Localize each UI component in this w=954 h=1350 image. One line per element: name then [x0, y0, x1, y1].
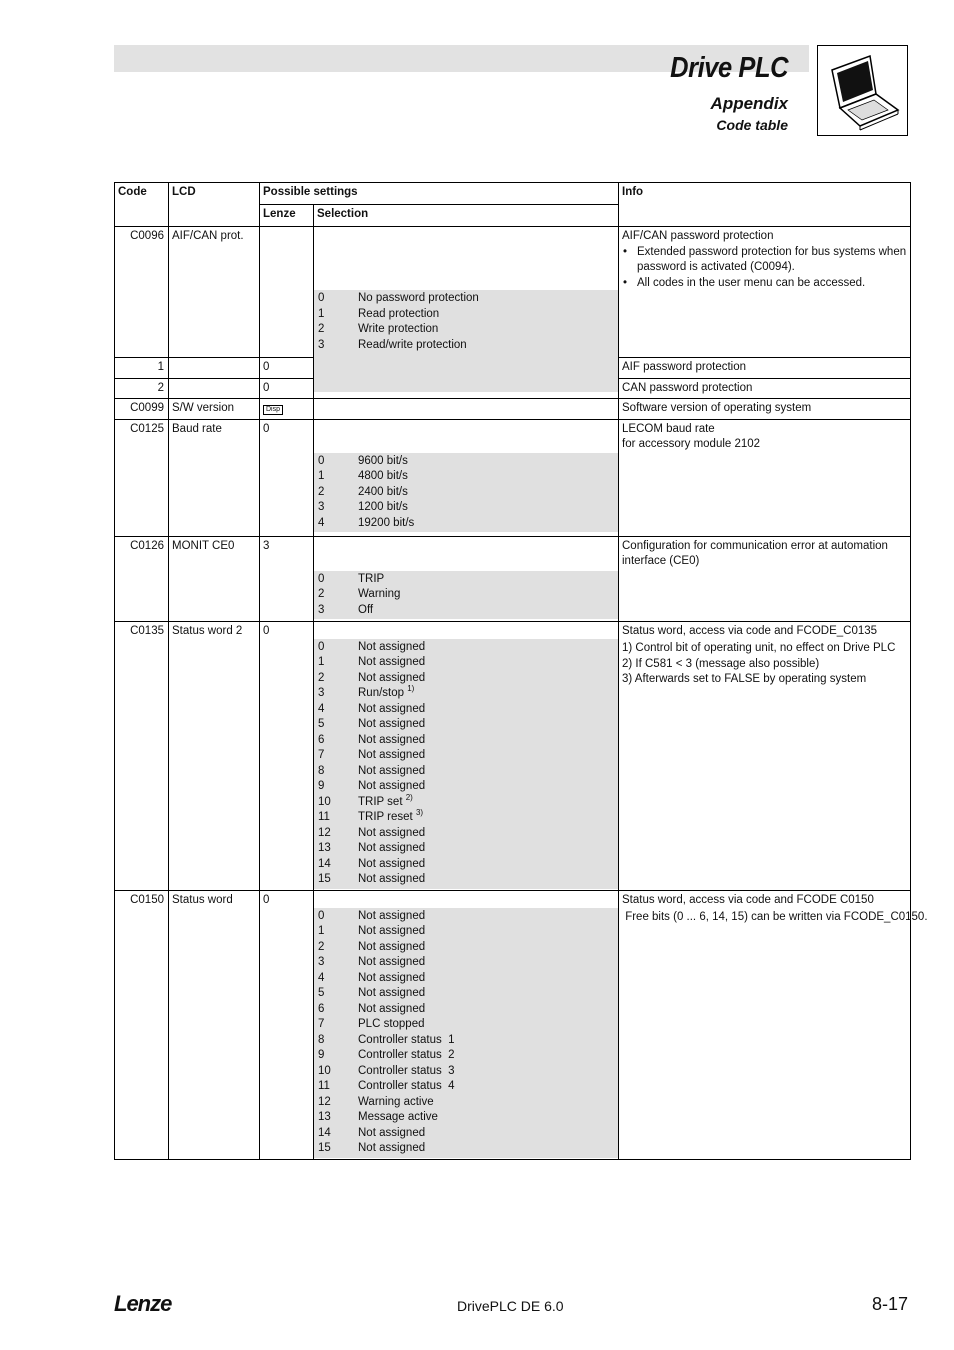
list-item: 3 Not assigned: [318, 956, 426, 968]
lenze-logo: Lenze: [114, 1291, 172, 1316]
col-header-possible-settings: Possible settings: [260, 183, 619, 205]
footnote-marker: 3): [415, 808, 424, 818]
code-cell: 2: [115, 378, 169, 399]
info-title: AIF/CAN password protection: [622, 230, 774, 242]
list-item: 4 19200 bit/s: [318, 516, 415, 529]
lenze-cell: 0: [260, 358, 314, 379]
info-title: Status word, access via code and FCODE C0150: [622, 893, 874, 906]
selection-list: [314, 639, 618, 889]
info-cell: AIF password protection: [619, 358, 911, 379]
col-header-lcd: LCD: [169, 183, 260, 227]
code-cell: 1: [115, 358, 169, 379]
info-cell: [619, 419, 911, 536]
col-header-lenze: Lenze: [260, 205, 314, 227]
code-cell: C0135: [115, 621, 169, 890]
list-item: 6 Not assigned: [318, 733, 426, 746]
list-item: 6 Not assigned: [318, 1002, 426, 1015]
page-subtitle: Appendix: [710, 94, 788, 113]
list-item: 9 Not assigned: [318, 780, 426, 792]
list-item: 0 Not assigned: [318, 909, 426, 922]
document-id: DrivePLC DE 6.0: [457, 1298, 564, 1314]
lenze-cell: [260, 399, 314, 420]
list-item: 2 Write protection: [318, 323, 439, 335]
lenze-cell: 0: [260, 621, 314, 890]
selection-list: [314, 571, 618, 620]
list-item: 3 Read/write protection: [318, 338, 467, 351]
list-item: 8 Not assigned: [318, 764, 426, 777]
list-item: 7 Not assigned: [318, 749, 426, 761]
list-item: 4 Not assigned: [318, 702, 426, 715]
lcd-cell: [169, 378, 260, 399]
list-item: 5 Not assigned: [318, 718, 426, 730]
selection-cell: [314, 419, 619, 536]
lenze-cell: 3: [260, 536, 314, 621]
code-cell: C0125: [115, 419, 169, 536]
list-item: 0 9600 bit/s: [318, 454, 408, 467]
info-line: LECOM baud rate: [622, 422, 715, 435]
info-line: for accessory module 2102: [622, 438, 761, 450]
list-item: 0 Not assigned: [318, 640, 426, 653]
list-item: 3 Off: [318, 603, 374, 616]
list-item: 0 No password protection: [318, 292, 479, 304]
list-item: 14 Not assigned: [318, 1126, 426, 1139]
list-item: 3 Run/stop $^{1)}$: [318, 684, 415, 699]
list-item: 8 Controller status 1: [318, 1033, 455, 1046]
code-cell: C0096: [115, 227, 169, 358]
page-title: Drive PLC: [669, 52, 788, 84]
laptop-icon: [817, 45, 908, 136]
list-item: • Extended password protection for bus systems when password is activated (C0094).: [622, 245, 907, 276]
lenze-cell: [260, 227, 314, 358]
selection-cell: [314, 399, 619, 420]
info-cell: CAN password protection: [619, 378, 911, 399]
list-item: 11 TRIP reset $^{3)}$: [318, 808, 424, 823]
lenze-cell: 0: [260, 419, 314, 536]
selection-cell: [314, 890, 619, 1159]
lenze-cell: 0: [260, 890, 314, 1159]
info-cell: [619, 890, 928, 1159]
col-header-info: Info: [619, 183, 911, 227]
lcd-cell: AIF/CAN prot.: [169, 227, 260, 358]
info-line: 2) If C581 < 3 (message also possible): [622, 657, 820, 670]
list-item: 1 Not assigned: [318, 925, 426, 937]
lcd-cell: [169, 358, 260, 379]
list-item: 2 Not assigned: [318, 940, 426, 953]
lcd-cell: Status word: [169, 890, 260, 1159]
list-item: 3 1200 bit/s: [318, 501, 408, 513]
code-cell: C0099: [115, 399, 169, 420]
list-item: 12 Warning active: [318, 1095, 434, 1108]
table-row-c0096: [115, 227, 911, 358]
selection-list: [314, 453, 618, 533]
list-item: 2 2400 bit/s: [318, 485, 408, 498]
code-cell: C0126: [115, 536, 169, 621]
lenze-cell: 0: [260, 378, 314, 399]
section-title: Code table: [716, 117, 788, 133]
table-row-c0150: [115, 890, 911, 1159]
page-number: 8-17: [871, 1294, 908, 1314]
list-item: • All codes in the user menu can be accessed.: [622, 276, 907, 292]
display-only-badge: Disp: [263, 405, 283, 415]
table-row-c0135: [115, 621, 911, 890]
col-header-selection: Selection: [314, 205, 619, 227]
selection-cell: [314, 536, 619, 621]
info-line: 1) Control bit of operating unit, no effect on Drive PLC: [622, 642, 896, 654]
list-item: 7 PLC stopped: [318, 1018, 425, 1030]
info-cell: Configuration for communication error at automation interface (CE0): [619, 536, 911, 621]
list-item: 1 4800 bit/s: [318, 470, 408, 482]
list-item: 14 Not assigned: [318, 857, 426, 870]
list-item: 1 Read protection: [318, 307, 440, 320]
code-cell: C0150: [115, 890, 169, 1159]
info-title: Status word, access via code and FCODE_C0135: [622, 624, 878, 637]
lcd-cell: S/W version: [169, 399, 260, 420]
col-header-code: Code: [115, 183, 169, 227]
list-item: 4 Not assigned: [318, 971, 426, 984]
lcd-cell: Status word 2: [169, 621, 260, 890]
list-item: 13 Not assigned: [318, 842, 426, 854]
info-bullets: [622, 245, 907, 292]
list-item: 11 Controller status 4: [318, 1080, 455, 1092]
selection-list: [314, 290, 618, 392]
selection-cell: [314, 621, 619, 890]
footnote-marker: 2): [405, 792, 413, 802]
list-item: 1 Not assigned: [318, 656, 426, 668]
list-item: 15 Not assigned: [318, 1142, 426, 1154]
table-row-c0126: [115, 536, 911, 621]
selection-cell: [314, 227, 619, 399]
code-table: [114, 182, 928, 1160]
list-item: 9 Controller status 2: [318, 1049, 455, 1061]
list-item: 13 Message active: [318, 1111, 438, 1123]
list-item: 2 Not assigned: [318, 671, 426, 684]
table-row-c0125: [115, 419, 911, 536]
info-line: Free bits (0 ... 6, 14, 15) can be written via FCODE_C0150.: [622, 911, 928, 923]
info-cell: Software version of operating system: [619, 399, 911, 420]
footnote-marker: 1): [407, 684, 415, 694]
list-item: 10 TRIP set $^{2)}$: [318, 792, 413, 808]
list-item: 12 Not assigned: [318, 826, 426, 839]
info-line: 3) Afterwards set to FALSE by operating system: [622, 673, 867, 685]
info-cell: [619, 227, 911, 358]
info-cell: [619, 621, 911, 890]
list-item: 2 Warning: [318, 588, 401, 600]
list-item: 15 Not assigned: [318, 873, 426, 885]
selection-list: [314, 908, 618, 1158]
list-item: 10 Controller status 3: [318, 1064, 455, 1077]
table-row-c0099: [115, 399, 911, 420]
lcd-cell: Baud rate: [169, 419, 260, 536]
list-item: 5 Not assigned: [318, 987, 426, 999]
list-item: 0 TRIP: [318, 572, 385, 585]
lcd-cell: MONIT CE0: [169, 536, 260, 621]
